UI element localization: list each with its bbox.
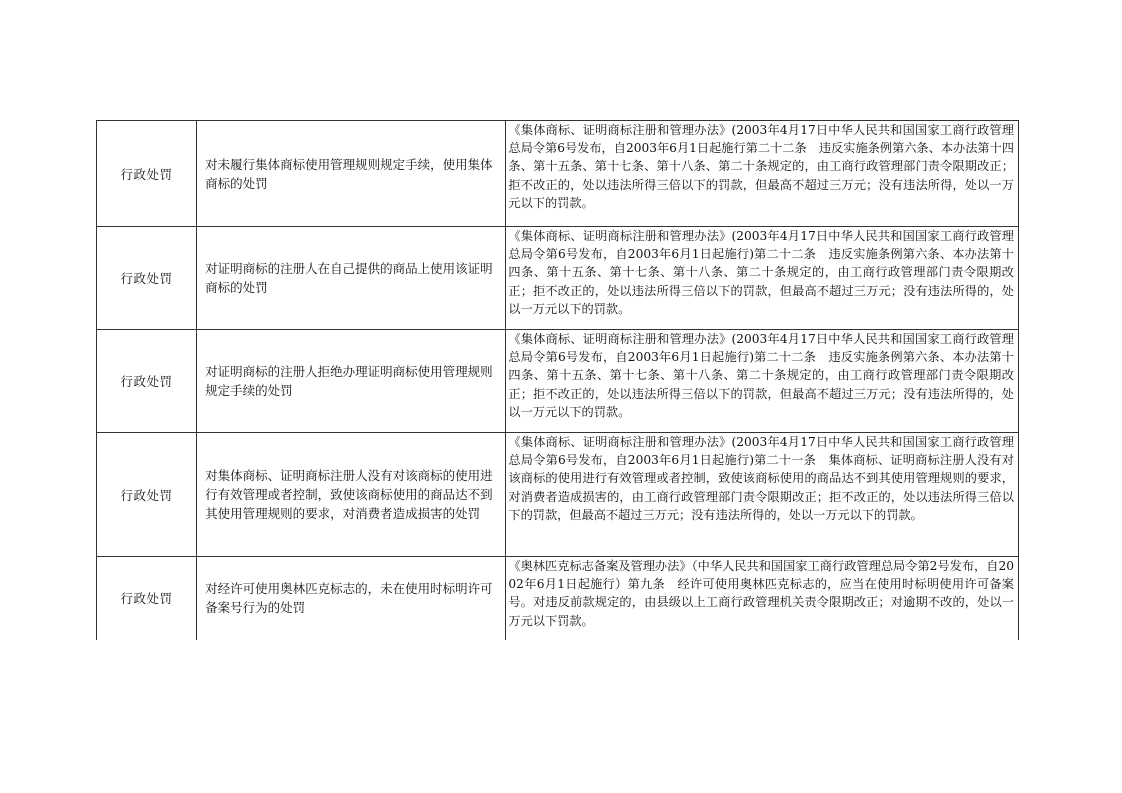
table-row [97, 330, 1019, 433]
category-cell: 行政处罚 [97, 557, 197, 640]
penalty-table [96, 120, 1019, 640]
item-cell: 对集体商标、证明商标注册人没有对该商标的使用进行有效管理或者控制，致使该商标使用的商品达不到其使用管理规则的要求，对消费者造成损害的处罚 [197, 433, 506, 557]
table-row [97, 557, 1019, 640]
basis-cell: 《奥林匹克标志备案及管理办法》（中华人民共和国国家工商行政管理总局令第2号发布，自2002年6月1日起施行）第九条 经许可使用奥林匹克标志的，应当在使用时标明使用许可备案号。对违反前款规定的，由县级以上工商行政管理机关责令限期改正；对逾期不改的，处以一万元以下罚款。 [506, 557, 1019, 640]
category-cell: 行政处罚 [97, 121, 197, 227]
table-row [97, 121, 1019, 227]
basis-cell: 《集体商标、证明商标注册和管理办法》(2003年4月17日中华人民共和国国家工商行政管理总局令第6号发布，自2003年6月1日起施行)第二十二条 违反实施条例第六条、本办法第十四条、第十五条、第十七条、第十八条、第二十条规定的，由工商行政管理部门责令限期改正；拒不改正的，处以违法所得三倍以下的罚款，但最高不超过三万元；没有违法所得的，处以一万元以下的罚款。 [506, 227, 1019, 330]
item-cell: 对经许可使用奥林匹克标志的，未在使用时标明许可备案号行为的处罚 [197, 557, 506, 640]
item-cell: 对证明商标的注册人在自己提供的商品上使用该证明商标的处罚 [197, 227, 506, 330]
category-cell: 行政处罚 [97, 330, 197, 433]
basis-cell: 《集体商标、证明商标注册和管理办法》(2003年4月17日中华人民共和国国家工商行政管理总局令第6号发布，自2003年6月1日起施行第二十二条 违反实施条例第六条、本办法第十四条、第十五条、第十七条、第十八条、第二十条规定的，由工商行政管理部门责令限期改正；拒不改正的，处以违法所得三倍以下的罚款，但最高不超过三万元；没有违法所得，处以一万元以下的罚款。 [506, 121, 1019, 227]
table-row [97, 433, 1019, 557]
category-cell: 行政处罚 [97, 433, 197, 557]
item-cell: 对未履行集体商标使用管理规则规定手续，使用集体商标的处罚 [197, 121, 506, 227]
table-row [97, 227, 1019, 330]
item-cell: 对证明商标的注册人拒绝办理证明商标使用管理规则规定手续的处罚 [197, 330, 506, 433]
basis-cell: 《集体商标、证明商标注册和管理办法》(2003年4月17日中华人民共和国国家工商行政管理总局令第6号发布，自2003年6月1日起施行)第二十一条 集体商标、证明商标注册人没有对该商标的使用进行有效管理或者控制，致使该商标使用的商品达不到其使用管理规则的要求，对消费者造成损害的，由工商行政管理部门责令限期改正；拒不改正的，处以违法所得三倍以下的罚款，但最高不超过三万元；没有违法所得的，处以一万元以下的罚款。 [506, 433, 1019, 557]
basis-cell: 《集体商标、证明商标注册和管理办法》(2003年4月17日中华人民共和国国家工商行政管理总局令第6号发布，自2003年6月1日起施行)第二十二条 违反实施条例第六条、本办法第十四条、第十五条、第十七条、第十八条、第二十条规定的，由工商行政管理部门责令限期改正；拒不改正的，处以违法所得三倍以下的罚款，但最高不超过三万元；没有违法所得的，处以一万元以下的罚款。 [506, 330, 1019, 433]
category-cell: 行政处罚 [97, 227, 197, 330]
